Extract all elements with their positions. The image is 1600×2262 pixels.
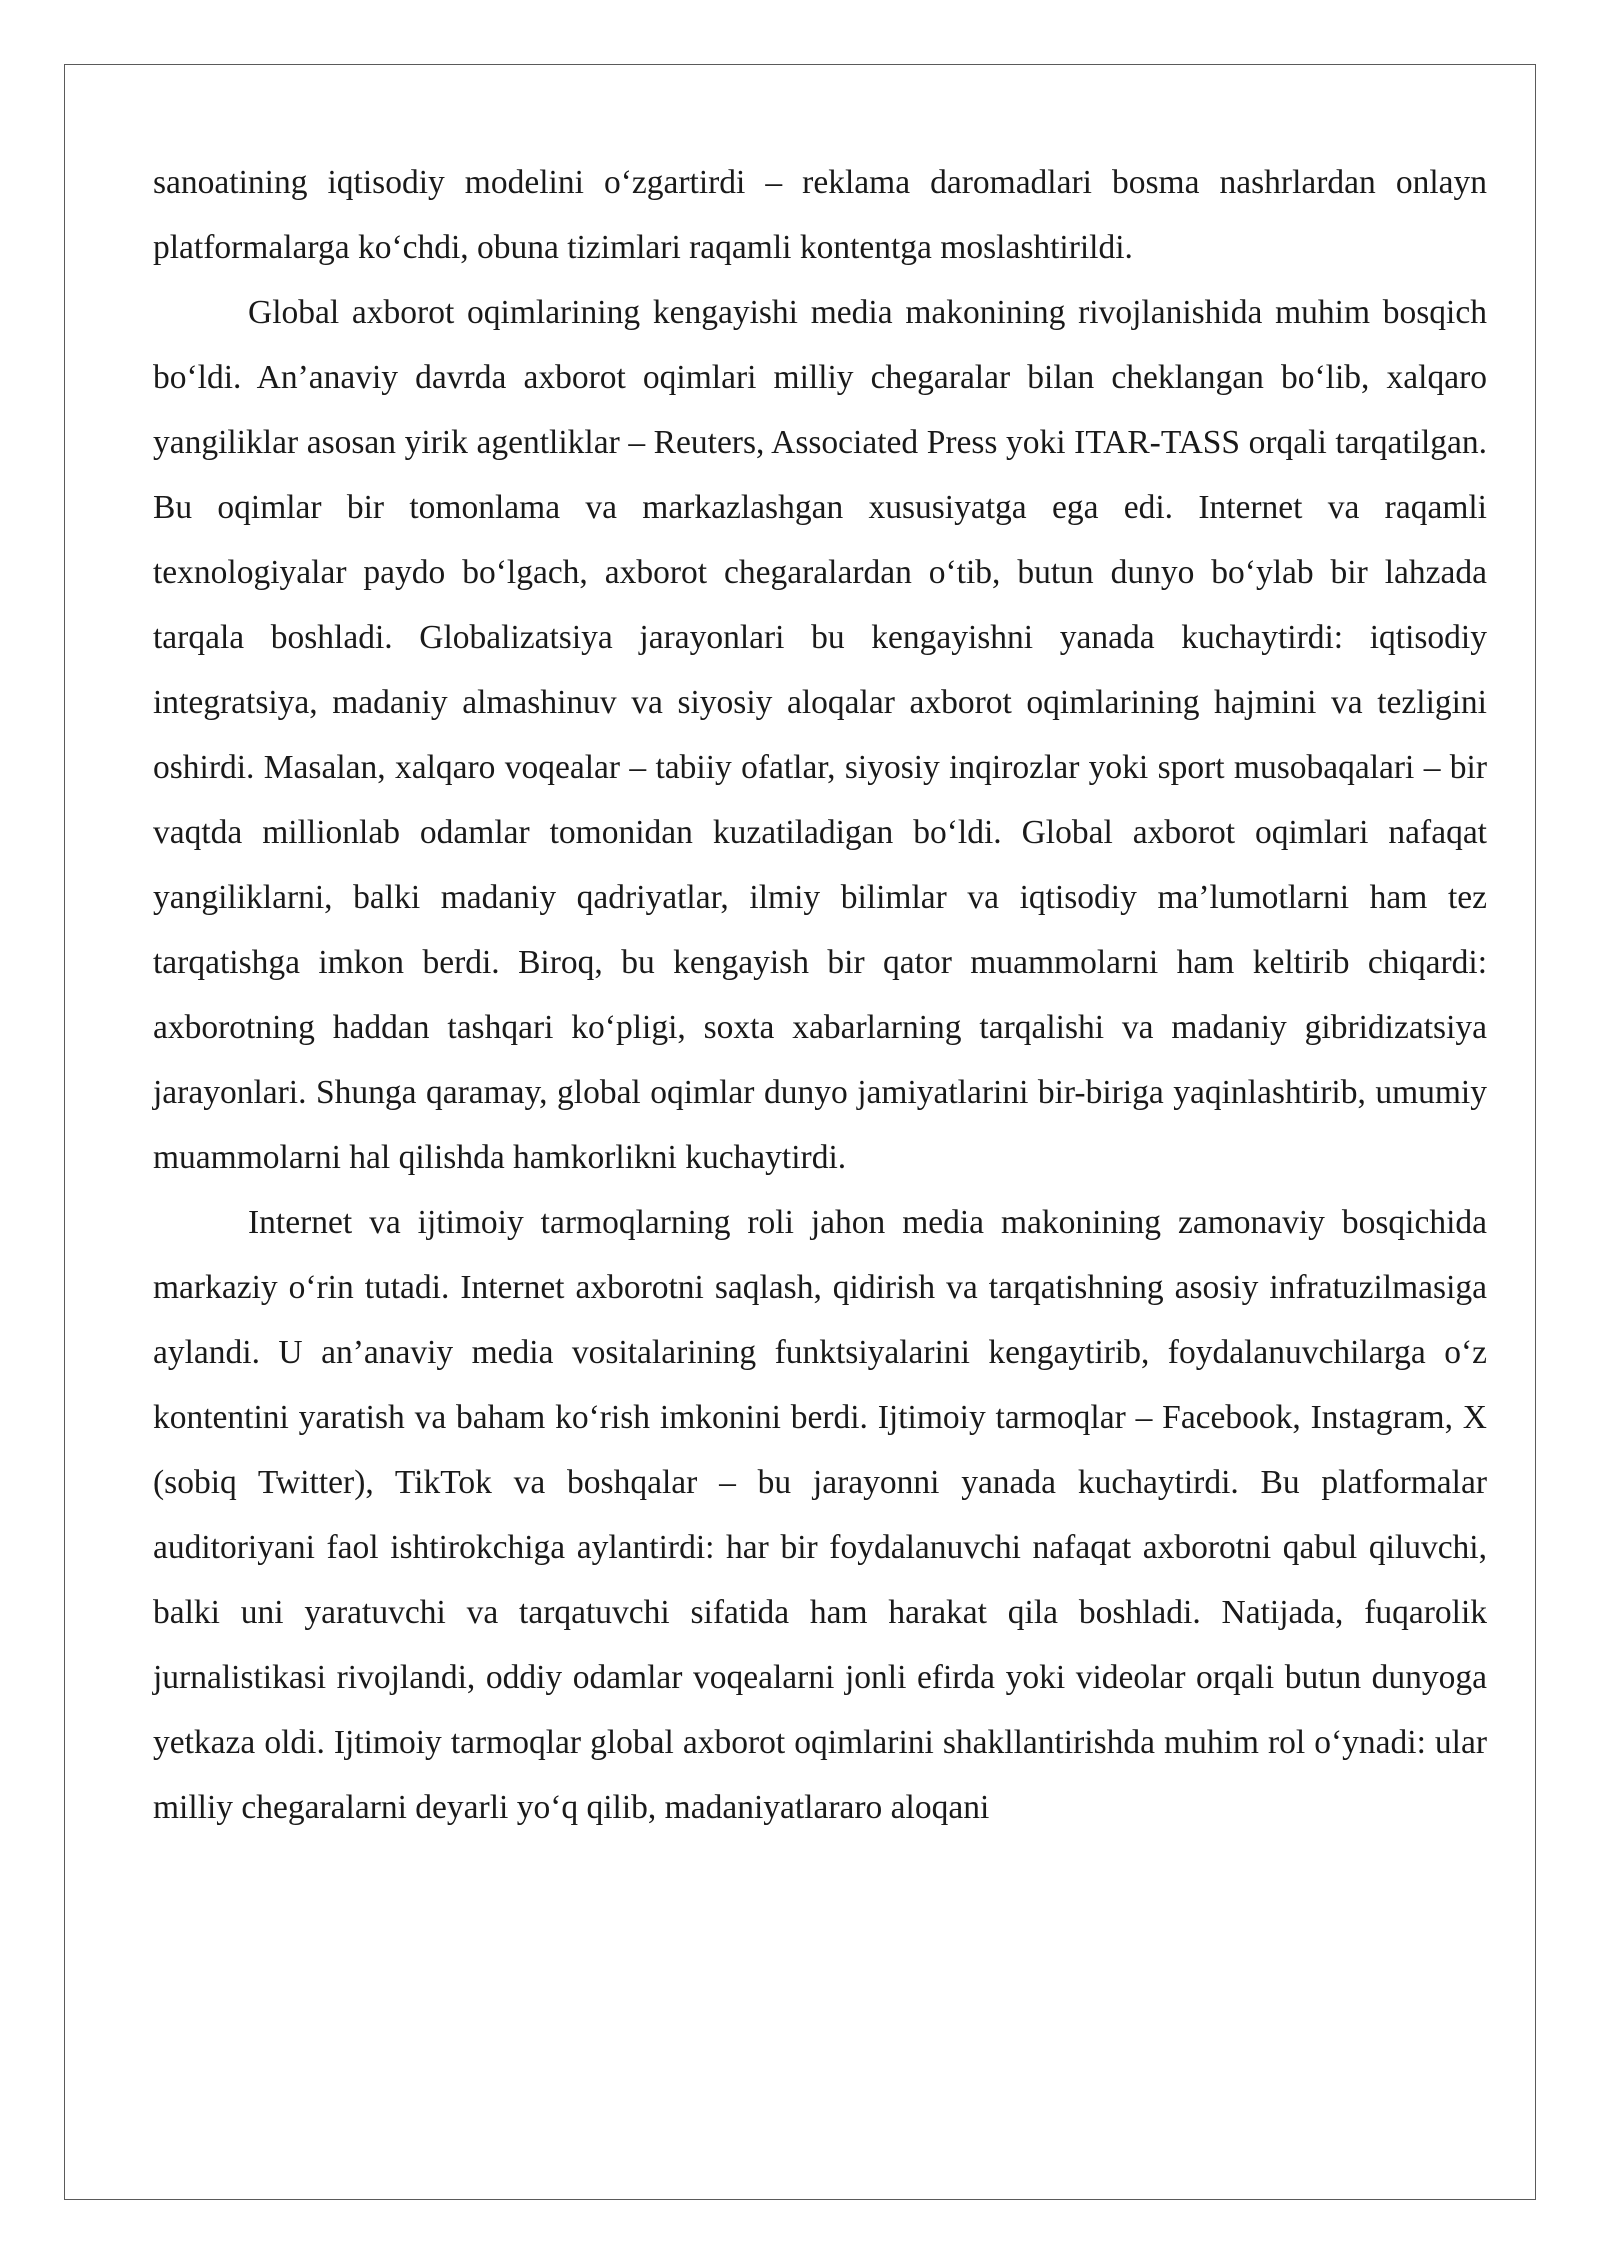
paragraph-1: sanoatining iqtisodiy modelini o‘zgartirdi – reklama daromadlari bosma nashrlardan onlayn platformalarga ko‘chdi, obuna tizimlari raqamli kontentga moslashtirildi. [153, 164, 1487, 266]
document-body [153, 150, 1487, 1840]
paragraph-3: Internet va ijtimoiy tarmoqlarning roli jahon media makonining zamonaviy bosqichida markaziy o‘rin tutadi. Internet axborotni saqlash, qidirish va tarqatishning asosiy infratuzilmasiga aylandi. U an’anaviy media vositalarining funktsiyalarini kengaytirib, foydalanuvchilarga o‘z kontentini yaratish va baham ko‘rish imkonini berdi. Ijtimoiy tarmoqlar – Facebook, Instagram, X (sobiq Twitter), TikTok va boshqalar – bu jarayonni yanada kuchaytirdi. Bu platformalar auditoriyani faol ishtirokchiga aylantirdi: har bir foydalanuvchi nafaqat axborotni qabul qiluvchi, balki uni yaratuvchi va tarqatuvchi sifatida ham harakat qila boshladi. Natijada, fuqarolik jurnalistikasi rivojlandi, oddiy odamlar voqealarni jonli efirda yoki videolar orqali butun dunyoga yetkaza oldi. Ijtimoiy tarmoqlar global axborot oqimlarini shakllantirishda muhim rol o‘ynadi: ular milliy chegaralarni deyarli yo‘q qilib, madaniyatlararo aloqani [153, 1204, 1487, 1826]
paragraph-2: Global axborot oqimlarining kengayishi media makonining rivojlanishida muhim bosqich bo‘ldi. An’anaviy davrda axborot oqimlari milliy chegaralar bilan cheklangan bo‘lib, xalqaro yangiliklar asosan yirik agentliklar – Reuters, Associated Press yoki ITAR-TASS orqali tarqatilgan. Bu oqimlar bir tomonlama va markazlashgan xususiyatga ega edi. Internet va raqamli texnologiyalar paydo bo‘lgach, axborot chegaralardan o‘tib, butun dunyo bo‘ylab bir lahzada tarqala boshladi. Globalizatsiya jarayonlari bu kengayishni yanada kuchaytirdi: iqtisodiy integratsiya, madaniy almashinuv va siyosiy aloqalar axborot oqimlarining hajmini va tezligini oshirdi. Masalan, xalqaro voqealar – tabiiy ofatlar, siyosiy inqirozlar yoki sport musobaqalari – bir vaqtda millionlab odamlar tomonidan kuzatiladigan bo‘ldi. Global axborot oqimlari nafaqat yangiliklarni, balki madaniy qadriyatlar, ilmiy bilimlar va iqtisodiy ma’lumotlarni ham tez tarqatishga imkon berdi. Biroq, bu kengayish bir qator muammolarni ham keltirib chiqardi: axborotning haddan tashqari ko‘pligi, soxta xabarlarning tarqalishi va madaniy gibridizatsiya jarayonlari. Shunga qaramay, global oqimlar dunyo jamiyatlarini bir-biriga yaqinlashtirib, umumiy muammolarni hal qilishda hamkorlikni kuchaytirdi. [153, 294, 1487, 1176]
